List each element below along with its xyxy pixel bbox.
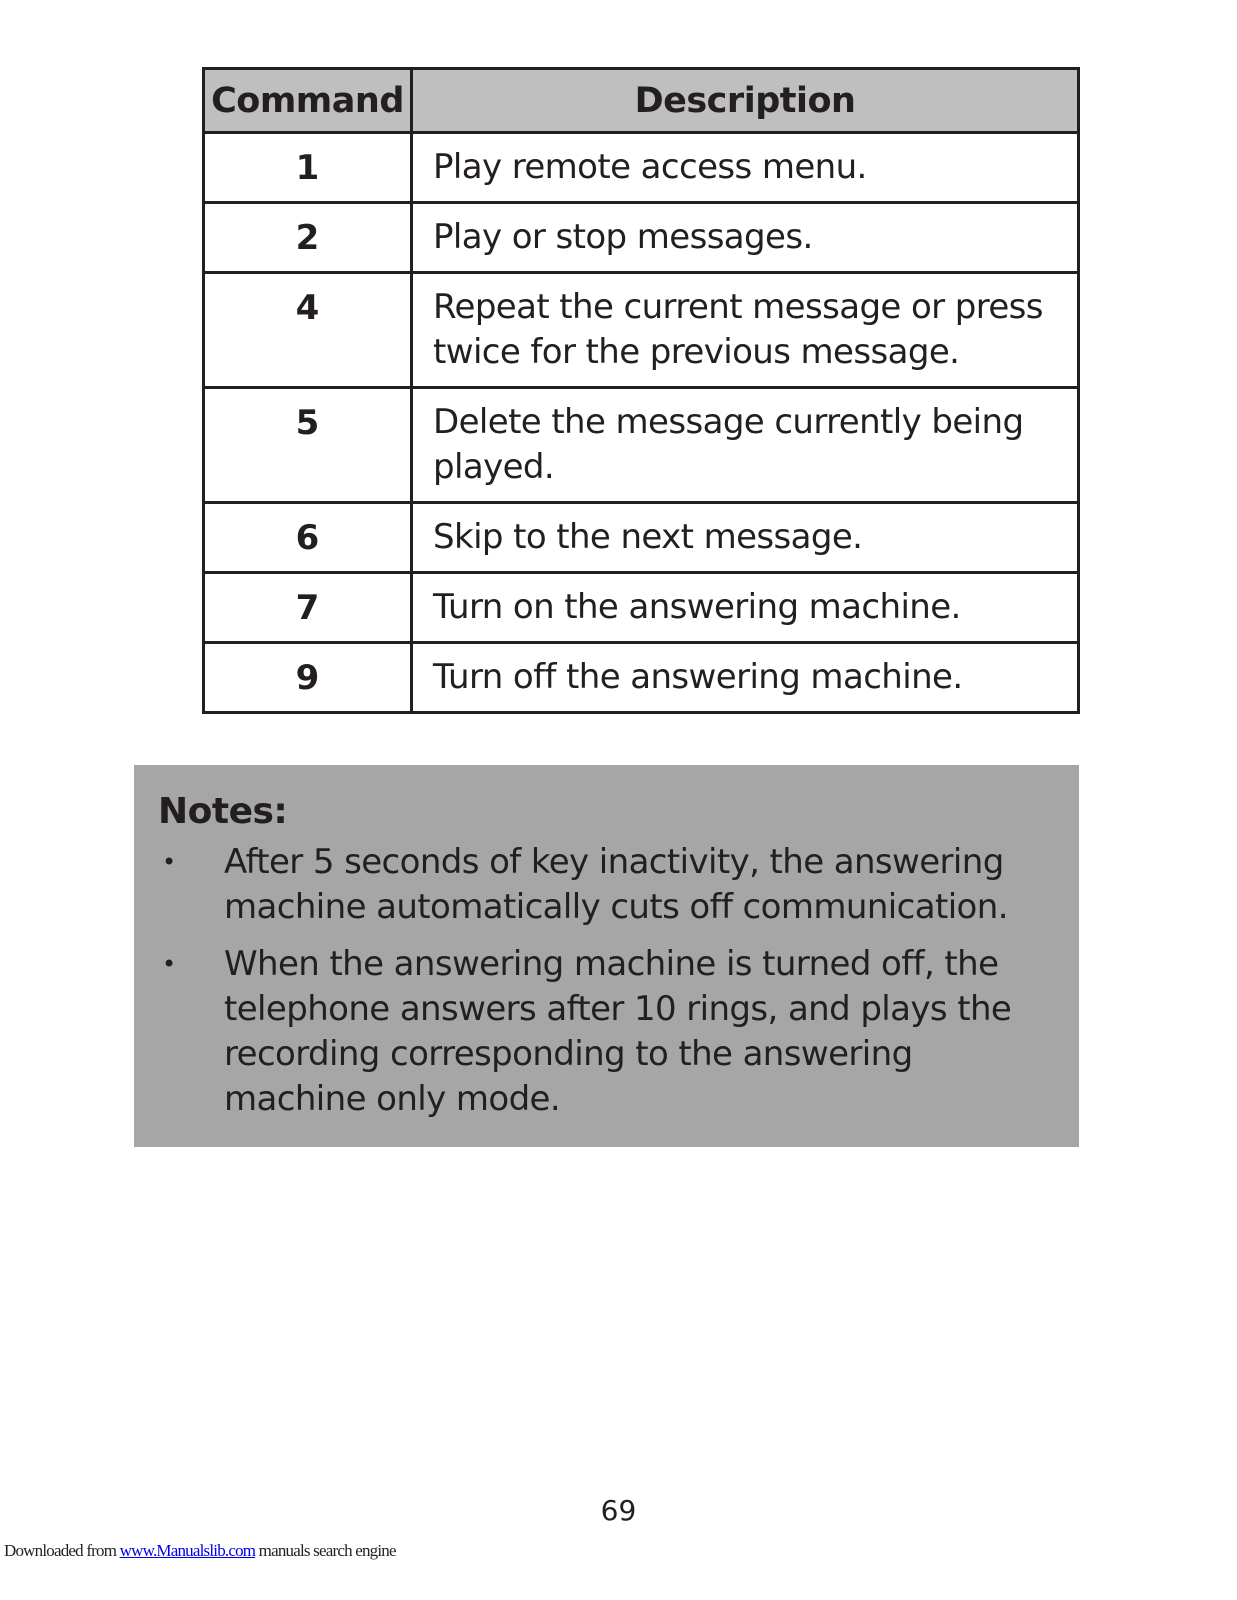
table-row <box>204 573 1079 643</box>
table-row <box>204 273 1079 388</box>
command-cell: 7 <box>204 573 412 643</box>
download-footer <box>4 1541 396 1561</box>
description-cell: Repeat the current message or press twice for the previous message. <box>412 273 1079 388</box>
command-cell: 5 <box>204 388 412 503</box>
command-column-header: Command <box>204 69 412 133</box>
table-row <box>204 203 1079 273</box>
note-text: When the answering machine is turned off, the telephone answers after 10 rings, and plays the recording corresponding to the answering machine only mode. <box>224 944 1012 1119</box>
description-cell: Delete the message currently being played. <box>412 388 1079 503</box>
bullet-icon: • <box>162 950 176 978</box>
description-cell: Skip to the next message. <box>412 503 1079 573</box>
note-text: After 5 seconds of key inactivity, the answering machine automatically cuts off communication. <box>224 842 1008 927</box>
list-item <box>158 840 1059 930</box>
notes-title: Notes: <box>158 791 288 832</box>
notes-box <box>134 765 1079 1147</box>
notes-list <box>158 840 1059 1122</box>
description-cell: Turn off the answering machine. <box>412 643 1079 713</box>
command-cell: 2 <box>204 203 412 273</box>
description-cell: Play remote access menu. <box>412 133 1079 203</box>
table-row <box>204 503 1079 573</box>
description-column-header: Description <box>412 69 1079 133</box>
manualslib-link[interactable]: www.Manualslib.com <box>119 1541 256 1560</box>
bullet-icon: • <box>162 848 176 876</box>
list-item <box>158 942 1059 1122</box>
command-cell: 1 <box>204 133 412 203</box>
description-cell: Play or stop messages. <box>412 203 1079 273</box>
table-row <box>204 388 1079 503</box>
page-number: 69 <box>600 1494 637 1527</box>
table-row <box>204 643 1079 713</box>
command-cell: 4 <box>204 273 412 388</box>
description-cell: Turn on the answering machine. <box>412 573 1079 643</box>
table-header-row <box>204 69 1079 133</box>
table-row <box>204 133 1079 203</box>
command-cell: 6 <box>204 503 412 573</box>
commands-table <box>202 67 1080 714</box>
footer-prefix: Downloaded from <box>4 1541 120 1560</box>
footer-suffix: manuals search engine <box>255 1541 396 1560</box>
command-cell: 9 <box>204 643 412 713</box>
